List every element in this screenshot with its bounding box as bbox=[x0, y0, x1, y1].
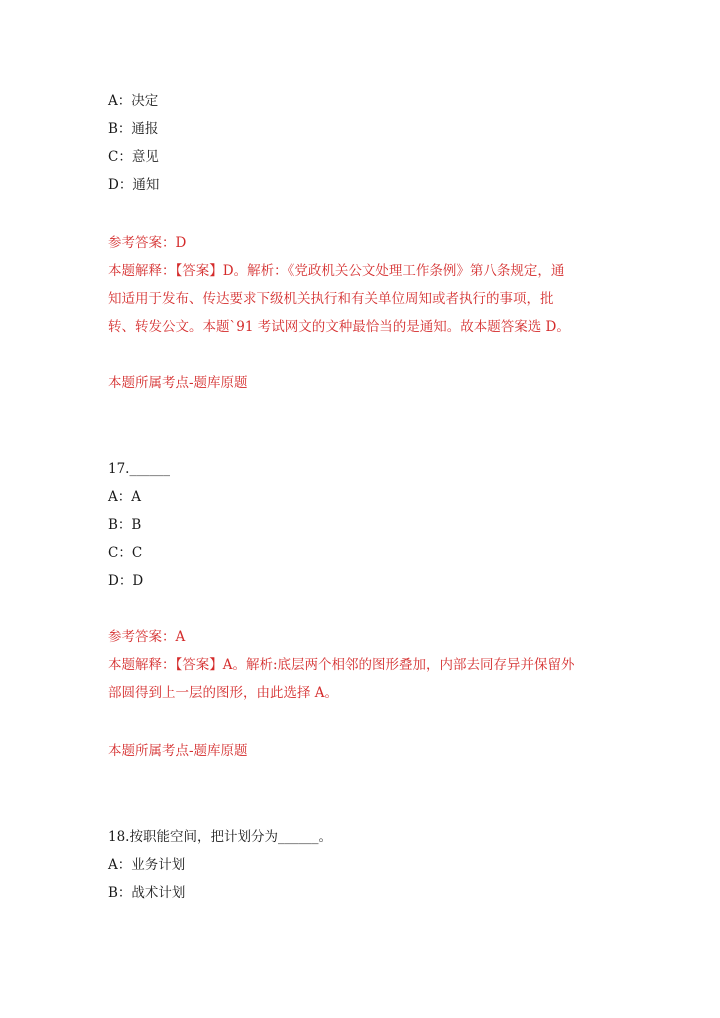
q17-question: 17.______ bbox=[108, 461, 170, 477]
q16-explanation-line-3: 转、转发公文。本题`91 考试网文的文种最恰当的是通知。故本题答案选 D。 bbox=[108, 319, 570, 335]
q18-option-a: A：业务计划 bbox=[108, 857, 186, 873]
q16-explanation-line-2: 知适用于发布、传达要求下级机关执行和有关单位周知或者执行的事项，批 bbox=[108, 291, 554, 307]
q17-explanation-line-1: 本题解释：【答案】A。解析:底层两个相邻的图形叠加，内部去同存异并保留外 bbox=[108, 657, 575, 673]
q16-option-b: B：通报 bbox=[108, 121, 159, 137]
q17-option-d: D：D bbox=[108, 573, 144, 589]
q17-option-a: A：A bbox=[108, 489, 141, 505]
q16-explanation-line-1: 本题解释：【答案】D。解析：《党政机关公文处理工作条例》第八条规定，通 bbox=[108, 263, 565, 279]
q16-category: 本题所属考点-题库原题 bbox=[108, 375, 248, 391]
q16-option-c: C：意见 bbox=[108, 149, 159, 165]
q17-answer: 参考答案：A bbox=[108, 629, 186, 645]
q16-option-d: D：通知 bbox=[108, 177, 160, 193]
q17-category: 本题所属考点-题库原题 bbox=[108, 743, 248, 759]
q16-option-a: A：决定 bbox=[108, 93, 159, 109]
q18-question: 18.按职能空间，把计划分为______。 bbox=[108, 829, 332, 845]
q17-option-b: B：B bbox=[108, 517, 142, 533]
q18-option-b: B：战术计划 bbox=[108, 885, 186, 901]
q17-explanation-line-2: 部圆得到上一层的图形，由此选择 A。 bbox=[108, 685, 339, 701]
q16-answer: 参考答案：D bbox=[108, 235, 187, 251]
q17-option-c: C：C bbox=[108, 545, 143, 561]
